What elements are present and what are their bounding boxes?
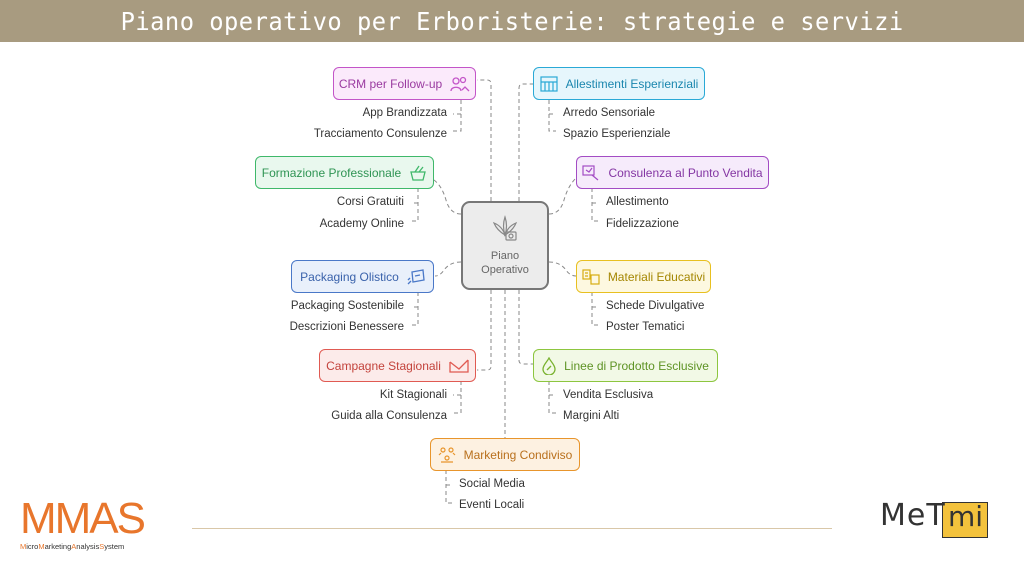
consulenza-label: Consulenza al Punto Vendita: [608, 165, 763, 180]
packaging-node: [291, 260, 434, 293]
crm-item-2: Tracciamento Consulenze: [313, 128, 447, 140]
linee-label: Linee di Prodotto Esclusive: [564, 358, 709, 373]
metmi-logo: [880, 496, 1004, 544]
consulenza-item-1: Allestimento: [606, 196, 669, 208]
materiali-item-1: Schede Divulgative: [606, 300, 705, 312]
pen-book-icon: [409, 165, 427, 181]
formazione-label: Formazione Professionale: [261, 165, 402, 180]
materiali-label: Materiali Educativi: [607, 269, 706, 284]
consulenza-node: [576, 156, 769, 189]
package-icon: [407, 269, 425, 285]
packaging-item-2: Descrizioni Benessere: [289, 321, 404, 333]
metmi-logo-right: mi: [948, 500, 984, 533]
marketing-node: [430, 438, 580, 471]
formazione-item-2: Academy Online: [319, 218, 404, 230]
allestimenti-node: [533, 67, 705, 100]
linee-item-1: Vendita Esclusiva: [563, 389, 654, 401]
bottle-icon: [542, 357, 556, 375]
users-icon: [450, 76, 470, 92]
crm-item-1: App Brandizzata: [362, 107, 447, 119]
consulenza-item-2: Fidelizzazione: [606, 218, 679, 230]
center-label: Piano Operativo: [481, 249, 529, 276]
cannabis-leaf-icon: [490, 215, 520, 243]
marketing-label: Marketing Condiviso: [463, 447, 573, 462]
footer-divider: [192, 528, 832, 529]
metmi-logo-left: MeT: [880, 498, 946, 533]
campagne-node: [319, 349, 476, 382]
allestimenti-item-1: Arredo Sensoriale: [563, 107, 656, 119]
consult-icon: [582, 165, 600, 181]
campagne-item-1: Kit Stagionali: [379, 389, 447, 401]
materiali-node: [576, 260, 711, 293]
center-node: [461, 201, 549, 290]
packaging-label: Packaging Olistico: [300, 269, 399, 284]
packaging-item-1: Packaging Sostenibile: [290, 300, 404, 312]
campagne-item-2: Guida alla Consulenza: [331, 410, 447, 422]
crm-label: CRM per Follow-up: [338, 76, 443, 91]
crm-node: [333, 67, 476, 100]
mmas-logo-subtitle: MicroMarketingAnalysisSystem: [20, 542, 125, 551]
formazione-node: [255, 156, 434, 189]
mmas-logo-text: MMAS: [20, 494, 144, 543]
page-title: Piano operativo per Erboristerie: strategie e servizi: [120, 6, 904, 36]
materiali-item-2: Poster Tematici: [606, 321, 685, 333]
mail-icon: [449, 359, 469, 373]
store-icon: [540, 76, 558, 92]
marketing-item-2: Eventi Locali: [459, 499, 525, 511]
marketing-item-1: Social Media: [459, 478, 525, 490]
allestimenti-label: Allestimenti Esperienziali: [565, 76, 699, 91]
books-icon: [582, 269, 600, 285]
allestimenti-item-2: Spazio Esperienziale: [563, 128, 671, 140]
linee-item-2: Margini Alti: [563, 410, 620, 422]
share-users-icon: [438, 446, 456, 464]
mmas-logo: [20, 494, 144, 551]
linee-node: [533, 349, 718, 382]
formazione-item-1: Corsi Gratuiti: [336, 196, 404, 208]
campagne-label: Campagne Stagionali: [326, 358, 441, 373]
